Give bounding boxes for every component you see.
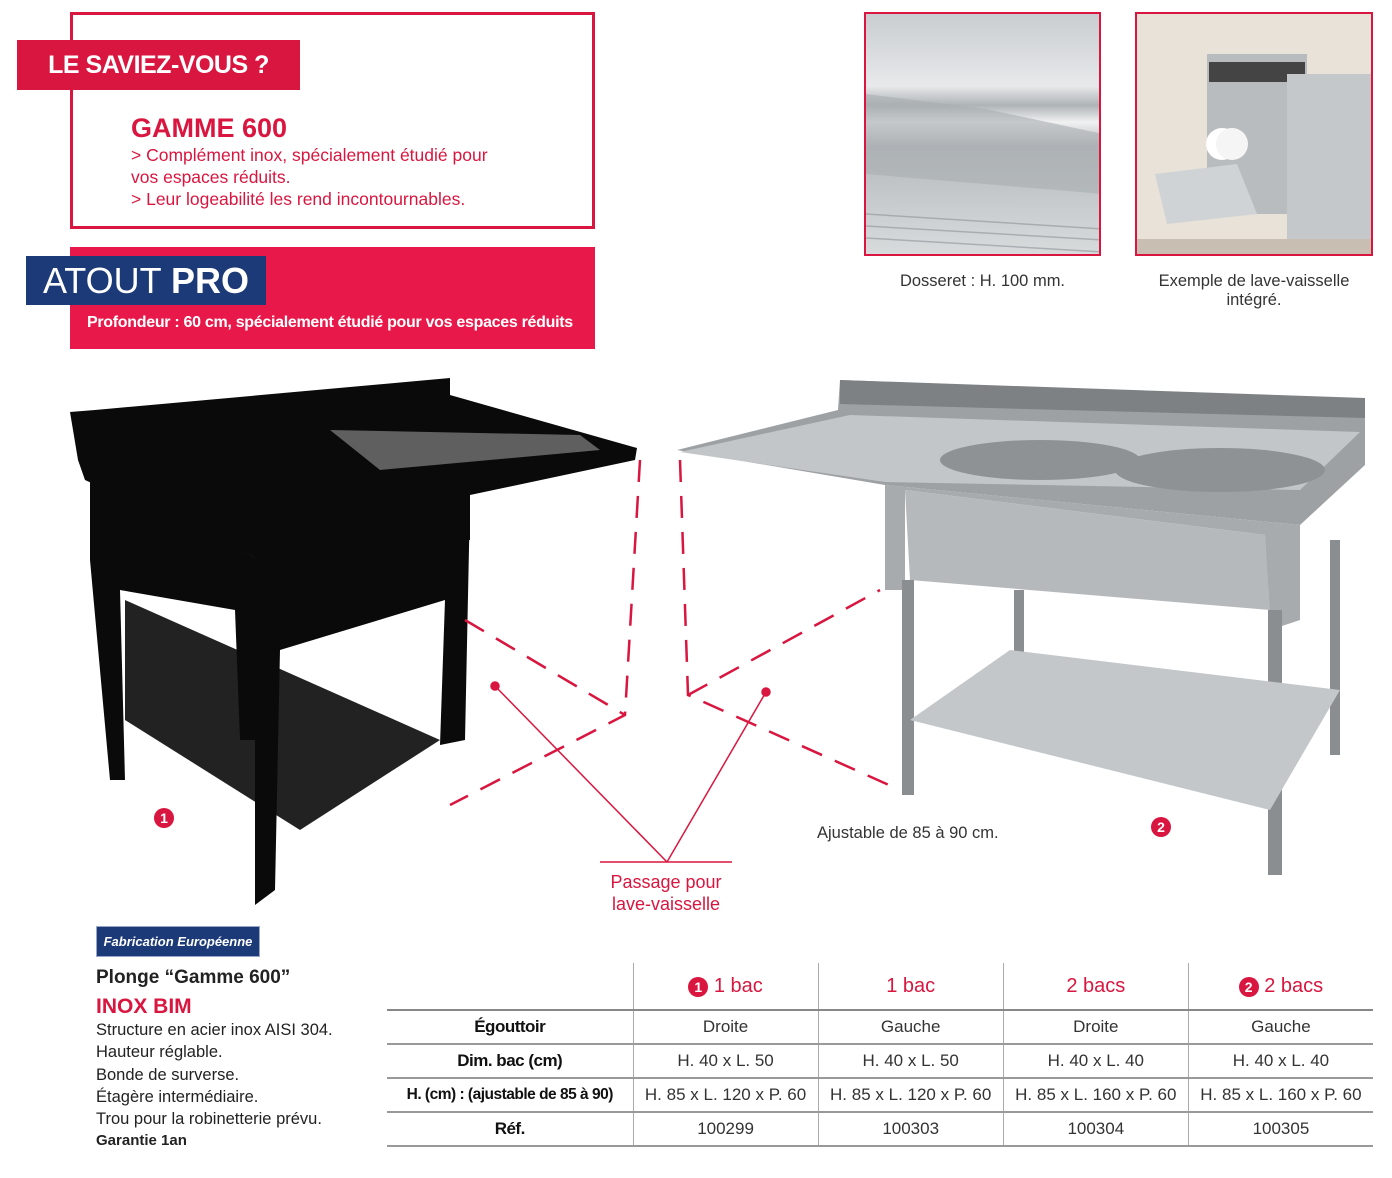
- model-2-badge: 2: [1239, 977, 1259, 997]
- cell: H. 85 x L. 160 x P. 60: [1188, 1078, 1373, 1112]
- row-label: Égouttoir: [387, 1010, 633, 1044]
- cell: H. 40 x L. 40: [1003, 1044, 1188, 1078]
- header-cell: [633, 963, 818, 1010]
- row-label: Dim. bac (cm): [387, 1044, 633, 1078]
- cell: 100303: [818, 1112, 1003, 1146]
- sink-2-drawing: [677, 380, 1365, 875]
- sink-1-badge: 1: [154, 808, 174, 828]
- model-1-badge: 1: [688, 977, 708, 997]
- atout-label: ATOUT: [42, 260, 171, 301]
- dishwasher-photo: [1135, 12, 1373, 256]
- cell: H. 85 x L. 160 x P. 60: [1003, 1078, 1188, 1112]
- header-label: 1 bac: [713, 974, 763, 997]
- info-line: vos espaces réduits.: [131, 167, 291, 187]
- dashed-guides: [450, 460, 900, 805]
- cell: H. 40 x L. 50: [633, 1044, 818, 1078]
- warranty: Garantie 1an: [96, 1132, 187, 1149]
- cell: H. 85 x L. 120 x P. 60: [633, 1078, 818, 1112]
- cell: H. 40 x L. 40: [1188, 1044, 1373, 1078]
- header-label: 2 bacs: [1264, 974, 1324, 997]
- sinks-diagram: [0, 360, 1392, 920]
- sink-1-silhouette: [70, 378, 637, 905]
- header-cell: [1188, 963, 1373, 1010]
- table-row: [387, 1112, 1373, 1146]
- cell: Droite: [633, 1010, 818, 1044]
- product-subtitle: INOX BIM: [96, 995, 192, 1018]
- backsplash-image: [866, 14, 1101, 256]
- atout-pro-badge: [26, 256, 266, 305]
- adjustable-label: Ajustable de 85 à 90 cm.: [817, 824, 999, 842]
- european-manufacturing-logo: Fabrication Européenne: [96, 926, 260, 957]
- backsplash-caption: Dosseret : H. 100 mm.: [899, 272, 1066, 290]
- cell: Gauche: [1188, 1010, 1373, 1044]
- table-header-row: [387, 963, 1373, 1010]
- cell: 100305: [1188, 1112, 1373, 1146]
- feature-item: Structure en acier inox AISI 304.: [96, 1021, 333, 1039]
- product-name: Plonge “Gamme 600”: [96, 967, 291, 988]
- passage-label-line2: lave-vaisselle: [611, 894, 721, 914]
- did-you-know-badge: LE SAVIEZ-VOUS ?: [17, 40, 300, 90]
- backsplash-photo: [864, 12, 1101, 256]
- range-title: GAMME 600: [131, 113, 288, 143]
- table-row: [387, 1078, 1373, 1112]
- dishwasher-caption-line2: intégré.: [1226, 291, 1282, 309]
- cell: H. 40 x L. 50: [818, 1044, 1003, 1078]
- pro-label: PRO: [171, 260, 250, 301]
- feature-item: Étagère intermédiaire.: [96, 1088, 259, 1106]
- row-label: H. (cm) : (ajustable de 85 à 90): [387, 1078, 633, 1112]
- passage-pointer: [491, 682, 770, 862]
- table-row: [387, 1044, 1373, 1078]
- info-line: > Complément inox, spécialement étudié pour: [131, 145, 488, 165]
- header-cell: 2 bacs: [1003, 963, 1188, 1010]
- feature-item: Bonde de surverse.: [96, 1066, 240, 1084]
- info-line: > Leur logeabilité les rend incontournables.: [131, 189, 466, 209]
- header-empty: [387, 963, 633, 1010]
- dishwasher-image: [1137, 14, 1373, 256]
- cell: Gauche: [818, 1010, 1003, 1044]
- cell: 100304: [1003, 1112, 1188, 1146]
- sink-2-badge: 2: [1151, 817, 1171, 837]
- dishwasher-caption-line1: Exemple de lave-vaisselle: [1158, 272, 1350, 290]
- cell: Droite: [1003, 1010, 1188, 1044]
- feature-item: Hauteur réglable.: [96, 1043, 223, 1061]
- cell: H. 85 x L. 120 x P. 60: [818, 1078, 1003, 1112]
- passage-label-line1: Passage pour: [610, 872, 722, 892]
- atout-text: Profondeur : 60 cm, spécialement étudié pour vos espaces réduits: [87, 314, 573, 331]
- specs-table: [387, 963, 1373, 1147]
- cell: 100299: [633, 1112, 818, 1146]
- row-label: Réf.: [387, 1112, 633, 1146]
- table-row: [387, 1010, 1373, 1044]
- feature-item: Trou pour la robinetterie prévu.: [96, 1110, 322, 1128]
- header-cell: 1 bac: [818, 963, 1003, 1010]
